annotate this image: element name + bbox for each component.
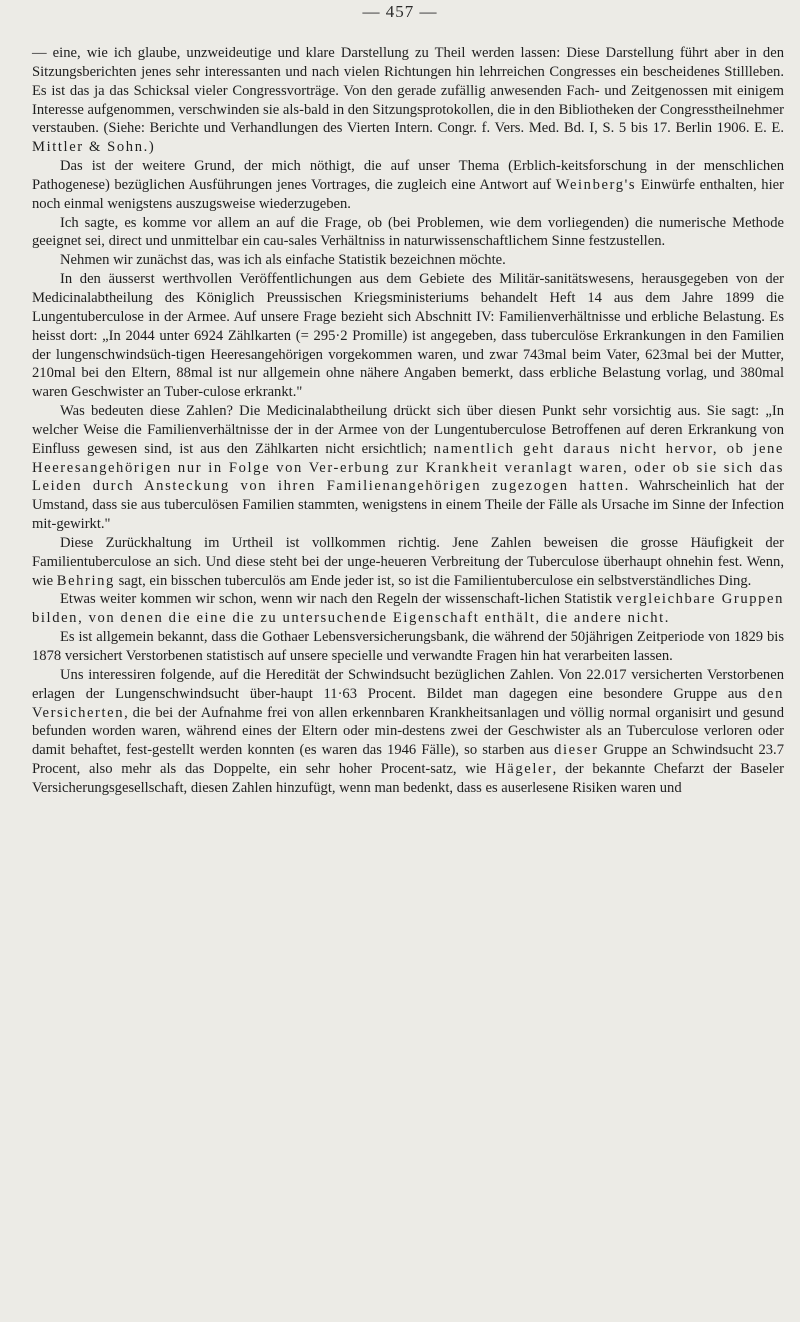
text-run: Diese Zurückhaltung im Urtheil ist vollkommen richtig. Jene Zahlen beweisen die grosse Häufigkeit der Familientuberculose an sich. Und diese steht bei der unge-heueren Verbreitung der Tuberculose überhaupt ohnehin fest. Wenn, wie — [32, 534, 784, 589]
paragraph — [32, 251, 784, 270]
paragraph — [32, 214, 784, 252]
text-run: sagt, ein bisschen tuberculös am Ende jeder ist, so ist die Familientuberculose ein selbstverständliches Ding. — [114, 572, 752, 589]
text-run: — eine, wie ich glaube, unzweideutige und klare Darstellung zu Theil werden lassen: Diese Darstellung führt aber in den Sitzungsberichten jenes sehr interessanten und nach vielen Richtungen hin lehrreichen Congresses ein bescheidenes Stillleben. Es ist das ja das Schicksal vieler Congressvorträge. Von den gerade zufällig anwesenden Fach- und Zeitgenossen mit einigem Interesse aufgenommen, verschwinden sie als-bald in den Sitzungsprotokollen, die in den Bibliotheken der Congresstheilnehmer verstauben. (Siehe: Berichte und Verhandlungen des Vierten Intern. Congr. f. Vers. Med. Bd. I, S. 5 bis 17. Berlin 1906. E. E. — [32, 45, 784, 137]
paragraph — [32, 666, 784, 798]
text-run: Uns interessiren folgende, auf die Heredität der Schwindsucht bezüglichen Zahlen. Von 22.017 versicherten Verstorbenen erlagen der Lungenschwindsucht über-haupt 11·63 Procent. Bildet man dagegen eine besondere Gruppe aus — [32, 666, 784, 702]
text-run: ) — [148, 139, 154, 156]
text-run: Das ist der weitere Grund, der mich nöthigt, die auf unser Thema (Erblich-keitsforschung in der menschlichen Pathogenese) bezüglichen Ausführungen jenes Vortrages, die zugleich eine Antwort auf — [32, 158, 784, 193]
text-run: Wahrscheinlich hat der Umstand, dass sie aus tuberculösen Familien stammten, wenigstens in einem Theile der Fälle als Ursache im Sinne der Infection mit-gewirkt." — [32, 478, 784, 533]
text-run: Einwürfe enthalten, hier noch einmal wenigstens auszugsweise wiederzugeben. — [32, 176, 784, 212]
paragraph — [32, 534, 784, 591]
spaced-emphasis-text: dieser — [554, 742, 599, 759]
spaced-emphasis-text: Hägeler — [495, 761, 553, 778]
text-run: Was bedeuten diese Zahlen? Die Medicinalabtheilung drückt sich über diesen Punkt sehr vorsichtig aus. Sie sagt: „In welcher Weise die Familienverhältnisse der in der Armee von der Lungentuberculose Betroffenen auf deren Erkrankung von Einfluss gewesen sind, ist aus den Zählkarten nicht ersichtlich; — [32, 403, 784, 457]
paragraph — [32, 157, 784, 214]
paragraph — [32, 590, 784, 628]
paragraph — [32, 628, 784, 666]
spaced-emphasis-text: Weinberg's — [555, 176, 637, 193]
text-run: Etwas weiter kommen wir schon, wenn wir nach den Regeln der wissenschaft-lichen Statistik — [60, 591, 617, 608]
text-run: , die bei der Aufnahme frei von allen erkennbaren Krankheitsanlagen und völlig normal organisirt und gesund befunden worden waren, während eines der Eltern oder min-destens zwei der Geschwister als an Tuberculose verloren oder damit behaftet, fest-gestellt werden konnten (es waren das 1946 Fälle), so starben aus — [32, 704, 784, 759]
paragraph — [32, 402, 784, 534]
text-run: Nehmen wir zunächst das, was ich als einfache Statistik bezeichnen möchte. — [60, 252, 506, 269]
text-run: Es ist allgemein bekannt, dass die Gothaer Lebensversicherungsbank, die während der 50jährigen Zeitperiode von 1829 bis 1878 versichert Verstorbenen statistisch auf unsere specielle und verwandte Fragen hin hat verarbeiten lassen. — [32, 629, 784, 664]
text-run: In den äusserst werthvollen Veröffentlichungen aus dem Gebiete des Militär-sanitätswesens, herausgegeben von der Medicinalabtheilung des Königlich Preussischen Kriegsministeriums behandelt Heft 14 aus dem Jahre 1899 die Lungentuberculose in der Armee. Auf unsere Frage bezieht sich Abschnitt IV: Familienverhältnisse und erbliche Belastung. Es heisst dort: „In 2044 unter 6924 Zählkarten (= 295·2 Promille) ist angegeben, dass tuberculöse Erkrankungen in den Familien der lungenschwindsüch-tigen Heeresangehörigen vorgekommen waren, und zwar 743mal beim Vater, 623mal bei der Mutter, 210mal bei den Eltern, 88mal ist nur allgemein ohne nähere Angaben bemerkt, dass erbliche Belastung vorlag, und 380mal waren Geschwister an Tuber-culose erkrankt." — [32, 271, 784, 401]
text-run: Ich sagte, es komme vor allem an auf die Frage, ob (bei Problemen, wie dem vorliegenden) die numerische Methode geeignet sei, direct und unmittelbar ein cau-sales Verhältniss in naturwissenschaftlichem Sinne festzustellen. — [32, 214, 784, 250]
paragraph — [32, 44, 784, 157]
spaced-emphasis-text: vergleichbare Gruppen bilden, von denen die eine die zu untersuchende Eigenschaft enthält, die andere nicht. — [32, 591, 785, 627]
spaced-emphasis-text: Mittler & Sohn. — [32, 139, 149, 156]
body-text — [32, 44, 784, 798]
text-run: Gruppe an Schwindsucht 23.7 Procent, also mehr als das Doppelte, ein sehr hoher Procent-satz, wie — [32, 742, 785, 778]
spaced-emphasis-text: den Versicherten — [32, 685, 784, 721]
spaced-emphasis-text: Behring — [56, 572, 115, 589]
page-number: — 457 — — [362, 2, 438, 21]
spaced-emphasis-text: namentlich geht daraus nicht hervor, ob jene Heeresangehörigen nur in Folge von Ver-erbung zur Krankheit veranlagt waren, oder ob sie sich das Leiden durch Ansteckung von ihren Familienangehörigen zugezogen hatten. — [32, 440, 784, 495]
paragraph — [32, 270, 784, 402]
text-run: , der bekannte Chefarzt der Baseler Versicherungsgesellschaft, diesen Zahlen hinzufügt, wenn man bedenkt, dass es auserlesene Risiken waren und — [32, 761, 784, 796]
